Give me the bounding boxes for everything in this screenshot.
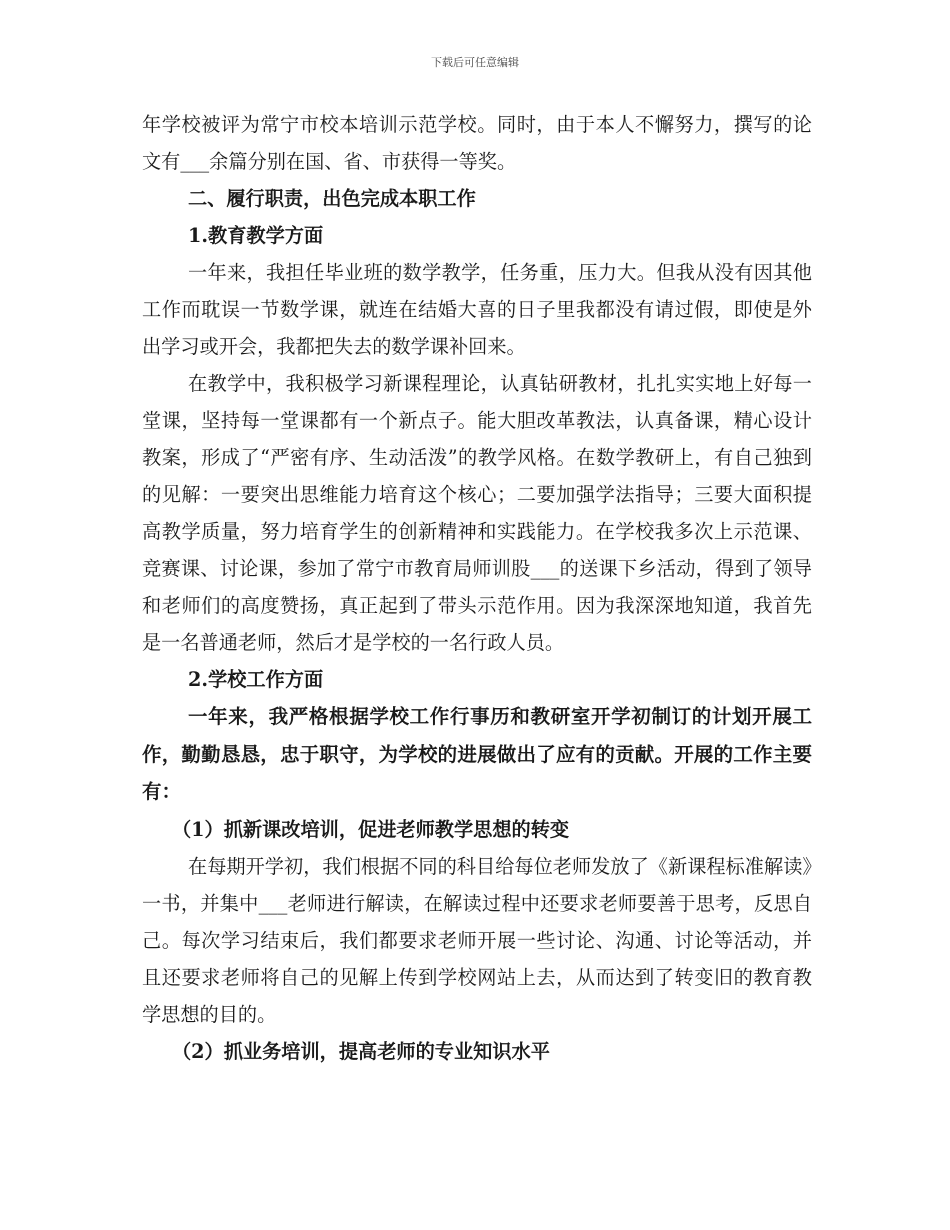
paragraph-continuation: 年学校被评为常宁市校本培训示范学校。同时，由于本人不懈努力，撰写的论文有___余篇分别在国、省、市获得一等奖。: [142, 113, 812, 173]
subsection-heading-school-work: 2.学校工作方面: [188, 668, 324, 691]
page-header: 下载后可任意编辑: [431, 56, 519, 69]
paragraph-school-work-intro: 一年来，我严格根据学校工作行事历和教研室开学初制订的计划开展工作，勤勤恳恳，忠于职守，为学校的进展做出了应有的贡献。开展的工作主要有：: [142, 705, 812, 803]
item-heading-professional-training: （2）抓业务培训，提高老师的专业知识水平: [172, 1039, 550, 1063]
item-heading-curriculum-training: （1）抓新课改培训，促进老师教学思想的转变: [172, 817, 570, 841]
section-heading-2: 二、履行职责，出色完成本职工作: [188, 187, 476, 210]
paragraph-teaching-2: 在教学中，我积极学习新课程理论，认真钻研教材，扎扎实实地上好每一堂课，坚持每一堂课都有一个新点子。能大胆改革教法，认真备课，精心设计教案，形成了“严密有序、生动活泼”的教学风格。在数学教研上，有自己独到的见解：一要突出思维能力培育这个核心；二要加强学法指导；三要大面积提高教学质量，努力培育学生的创新精神和实践能力。在学校我多次上示范课、竞赛课、讨论课，参加了常宁市教育局师训股___的送课下乡活动，得到了领导和老师们的高度赞扬，真正起到了带头示范作用。因为我深深地知道，我首先是一名普通老师，然后才是学校的一名行政人员。: [142, 372, 812, 654]
document-body: [142, 106, 812, 1070]
paragraph-curriculum-training: 在每期开学初，我们根据不同的科目给每位老师发放了《新课程标准解读》一书，并集中___老师进行解读，在解读过程中还要求老师要善于思考，反思自己。每次学习结束后，我们都要求老师开展一些讨论、沟通、讨论等活动，并且还要求老师将自己的见解上传到学校网站上去，从而达到了转变旧的教育教学思想的目的。: [142, 854, 812, 1026]
subsection-heading-teaching: 1.教育教学方面: [188, 224, 324, 247]
paragraph-teaching-1: 一年来，我担任毕业班的数学教学，任务重，压力大。但我从没有因其他工作而耽误一节数学课，就连在结婚大喜的日子里我都没有请过假，即使是外出学习或开会，我都把失去的数学课补回来。: [142, 261, 812, 358]
